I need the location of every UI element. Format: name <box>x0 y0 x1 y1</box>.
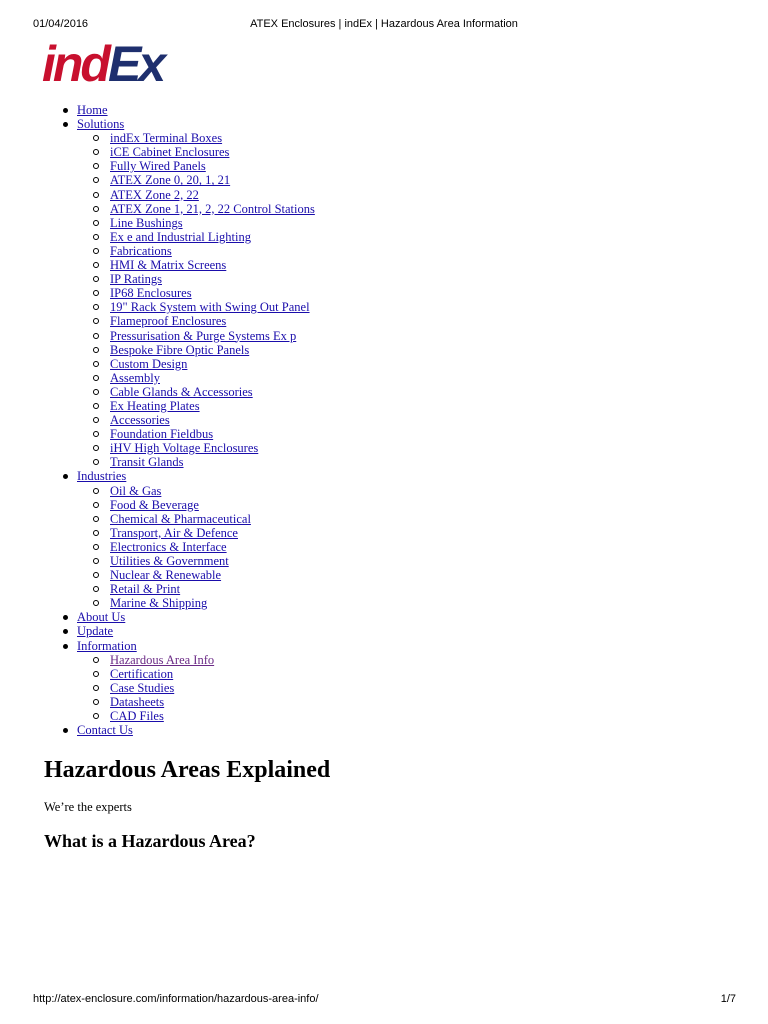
nav-link-solutions[interactable]: Solutions <box>77 117 125 132</box>
nav-item-contact <box>0 723 768 737</box>
submenu-item <box>77 596 768 610</box>
submenu-item <box>77 343 768 357</box>
submenu-item <box>77 188 768 202</box>
submenu-link[interactable]: Transport, Air & Defence <box>110 525 238 540</box>
submenu-link[interactable]: indEx Terminal Boxes <box>110 131 223 146</box>
nav-list <box>0 103 768 737</box>
submenu-link[interactable]: Bespoke Fibre Optic Panels <box>110 342 250 357</box>
nav-link-home[interactable]: Home <box>77 103 108 117</box>
submenu-item <box>77 526 768 540</box>
print-date: 01/04/2016 <box>33 18 89 30</box>
print-page-title: ATEX Enclosures | indEx | Hazardous Area Information <box>250 18 518 30</box>
print-header <box>0 18 768 32</box>
submenu-link[interactable]: Datasheets <box>110 694 165 709</box>
submenu-item <box>77 173 768 187</box>
submenu-link[interactable]: iHV High Voltage Enclosures <box>110 441 259 456</box>
submenu-item <box>77 286 768 300</box>
submenu-link[interactable]: Nuclear & Renewable <box>110 568 222 583</box>
submenu-item <box>77 202 768 216</box>
submenu-item <box>77 131 768 145</box>
main-navigation <box>0 103 768 737</box>
nav-link-update[interactable]: Update <box>77 624 114 639</box>
submenu-item <box>77 427 768 441</box>
submenu-link[interactable]: Ex e and Industrial Lighting <box>110 229 251 244</box>
submenu-item <box>77 498 768 512</box>
submenu-link[interactable]: iCE Cabinet Enclosures <box>110 145 230 160</box>
submenu-item <box>77 230 768 244</box>
information-submenu <box>77 653 768 723</box>
solutions-submenu <box>77 131 768 469</box>
print-page-number: 1/7 <box>720 993 736 1005</box>
submenu-link[interactable]: HMI & Matrix Screens <box>110 258 227 273</box>
submenu-link[interactable]: Electronics & Interface <box>110 539 227 554</box>
submenu-link[interactable]: Case Studies <box>110 680 175 695</box>
submenu-link[interactable]: Custom Design <box>110 356 188 371</box>
submenu-item <box>77 413 768 427</box>
print-footer <box>0 993 768 1007</box>
nav-link-about[interactable]: About Us <box>77 610 126 625</box>
page-heading: Hazardous Areas Explained <box>44 757 331 783</box>
submenu-item <box>77 314 768 328</box>
submenu-item <box>77 455 768 469</box>
submenu-link[interactable]: Oil & Gas <box>110 483 162 498</box>
submenu-link[interactable]: 19" Rack System with Swing Out Panel <box>110 300 310 315</box>
nav-link-contact[interactable]: Contact Us <box>77 723 133 738</box>
nav-item-information <box>0 639 768 724</box>
submenu-link[interactable]: Flameproof Enclosures <box>110 314 227 329</box>
logo-text-ex: Ex <box>107 36 164 92</box>
submenu-link[interactable]: Utilities & Government <box>110 554 229 568</box>
submenu-link[interactable]: IP68 Enclosures <box>110 286 192 301</box>
submenu-item <box>77 540 768 554</box>
submenu-link[interactable]: Foundation Fieldbus <box>110 427 214 442</box>
submenu-item <box>77 258 768 272</box>
index-logo[interactable] <box>42 36 182 92</box>
nav-item-update <box>0 624 768 638</box>
submenu-item <box>77 244 768 258</box>
submenu-link-current[interactable]: Hazardous Area Info <box>110 652 215 667</box>
submenu-link[interactable]: Food & Beverage <box>110 497 199 512</box>
section-heading: What is a Hazardous Area? <box>44 831 256 851</box>
submenu-link[interactable]: Cable Glands & Accessories <box>110 384 253 399</box>
submenu-link[interactable]: Marine & Shipping <box>110 596 208 611</box>
submenu-item <box>77 695 768 709</box>
submenu-item <box>77 582 768 596</box>
logo-text-ind: ind <box>42 36 108 92</box>
submenu-item <box>77 554 768 568</box>
submenu-item <box>77 216 768 230</box>
submenu-link[interactable]: Line Bushings <box>110 215 183 230</box>
submenu-item <box>77 681 768 695</box>
submenu-link[interactable]: Fully Wired Panels <box>110 159 206 174</box>
submenu-link[interactable]: Assembly <box>110 370 160 385</box>
submenu-link[interactable]: Accessories <box>110 413 170 428</box>
submenu-item <box>77 145 768 159</box>
submenu-item <box>77 357 768 371</box>
submenu-link[interactable]: ATEX Zone 0, 20, 1, 21 <box>110 173 231 188</box>
submenu-link[interactable]: Certification <box>110 666 174 681</box>
submenu-item <box>77 371 768 385</box>
submenu-item <box>77 399 768 413</box>
submenu-link[interactable]: Fabrications <box>110 243 172 258</box>
nav-link-information[interactable]: Information <box>77 638 137 653</box>
page-tagline: We’re the experts <box>44 800 132 814</box>
submenu-item <box>77 385 768 399</box>
submenu-item <box>77 300 768 314</box>
submenu-link[interactable]: ATEX Zone 1, 21, 2, 22 Control Stations <box>110 201 315 216</box>
submenu-link[interactable]: CAD Files <box>110 709 164 724</box>
nav-item-solutions <box>0 117 768 469</box>
industries-submenu <box>77 484 768 611</box>
submenu-link[interactable]: ATEX Zone 2, 22 <box>110 187 199 202</box>
nav-item-industries <box>0 469 768 610</box>
submenu-item <box>77 272 768 286</box>
submenu-item <box>77 159 768 173</box>
submenu-link[interactable]: Ex Heating Plates <box>110 398 200 413</box>
submenu-link[interactable]: Transit Glands <box>110 455 184 470</box>
submenu-link[interactable]: Retail & Print <box>110 582 181 597</box>
submenu-item <box>77 568 768 582</box>
submenu-item <box>77 512 768 526</box>
submenu-item <box>77 441 768 455</box>
submenu-link[interactable]: Chemical & Pharmaceutical <box>110 511 251 526</box>
nav-item-home <box>0 103 768 117</box>
nav-item-about <box>0 610 768 624</box>
submenu-item <box>77 329 768 343</box>
submenu-link[interactable]: Pressurisation & Purge Systems Ex p <box>110 328 297 343</box>
nav-link-industries[interactable]: Industries <box>77 469 127 484</box>
submenu-item <box>77 484 768 498</box>
submenu-item <box>77 667 768 681</box>
submenu-item <box>77 653 768 667</box>
submenu-item <box>77 709 768 723</box>
submenu-link[interactable]: IP Ratings <box>110 272 162 287</box>
print-url: http://atex-enclosure.com/information/hazardous-area-info/ <box>33 993 319 1005</box>
